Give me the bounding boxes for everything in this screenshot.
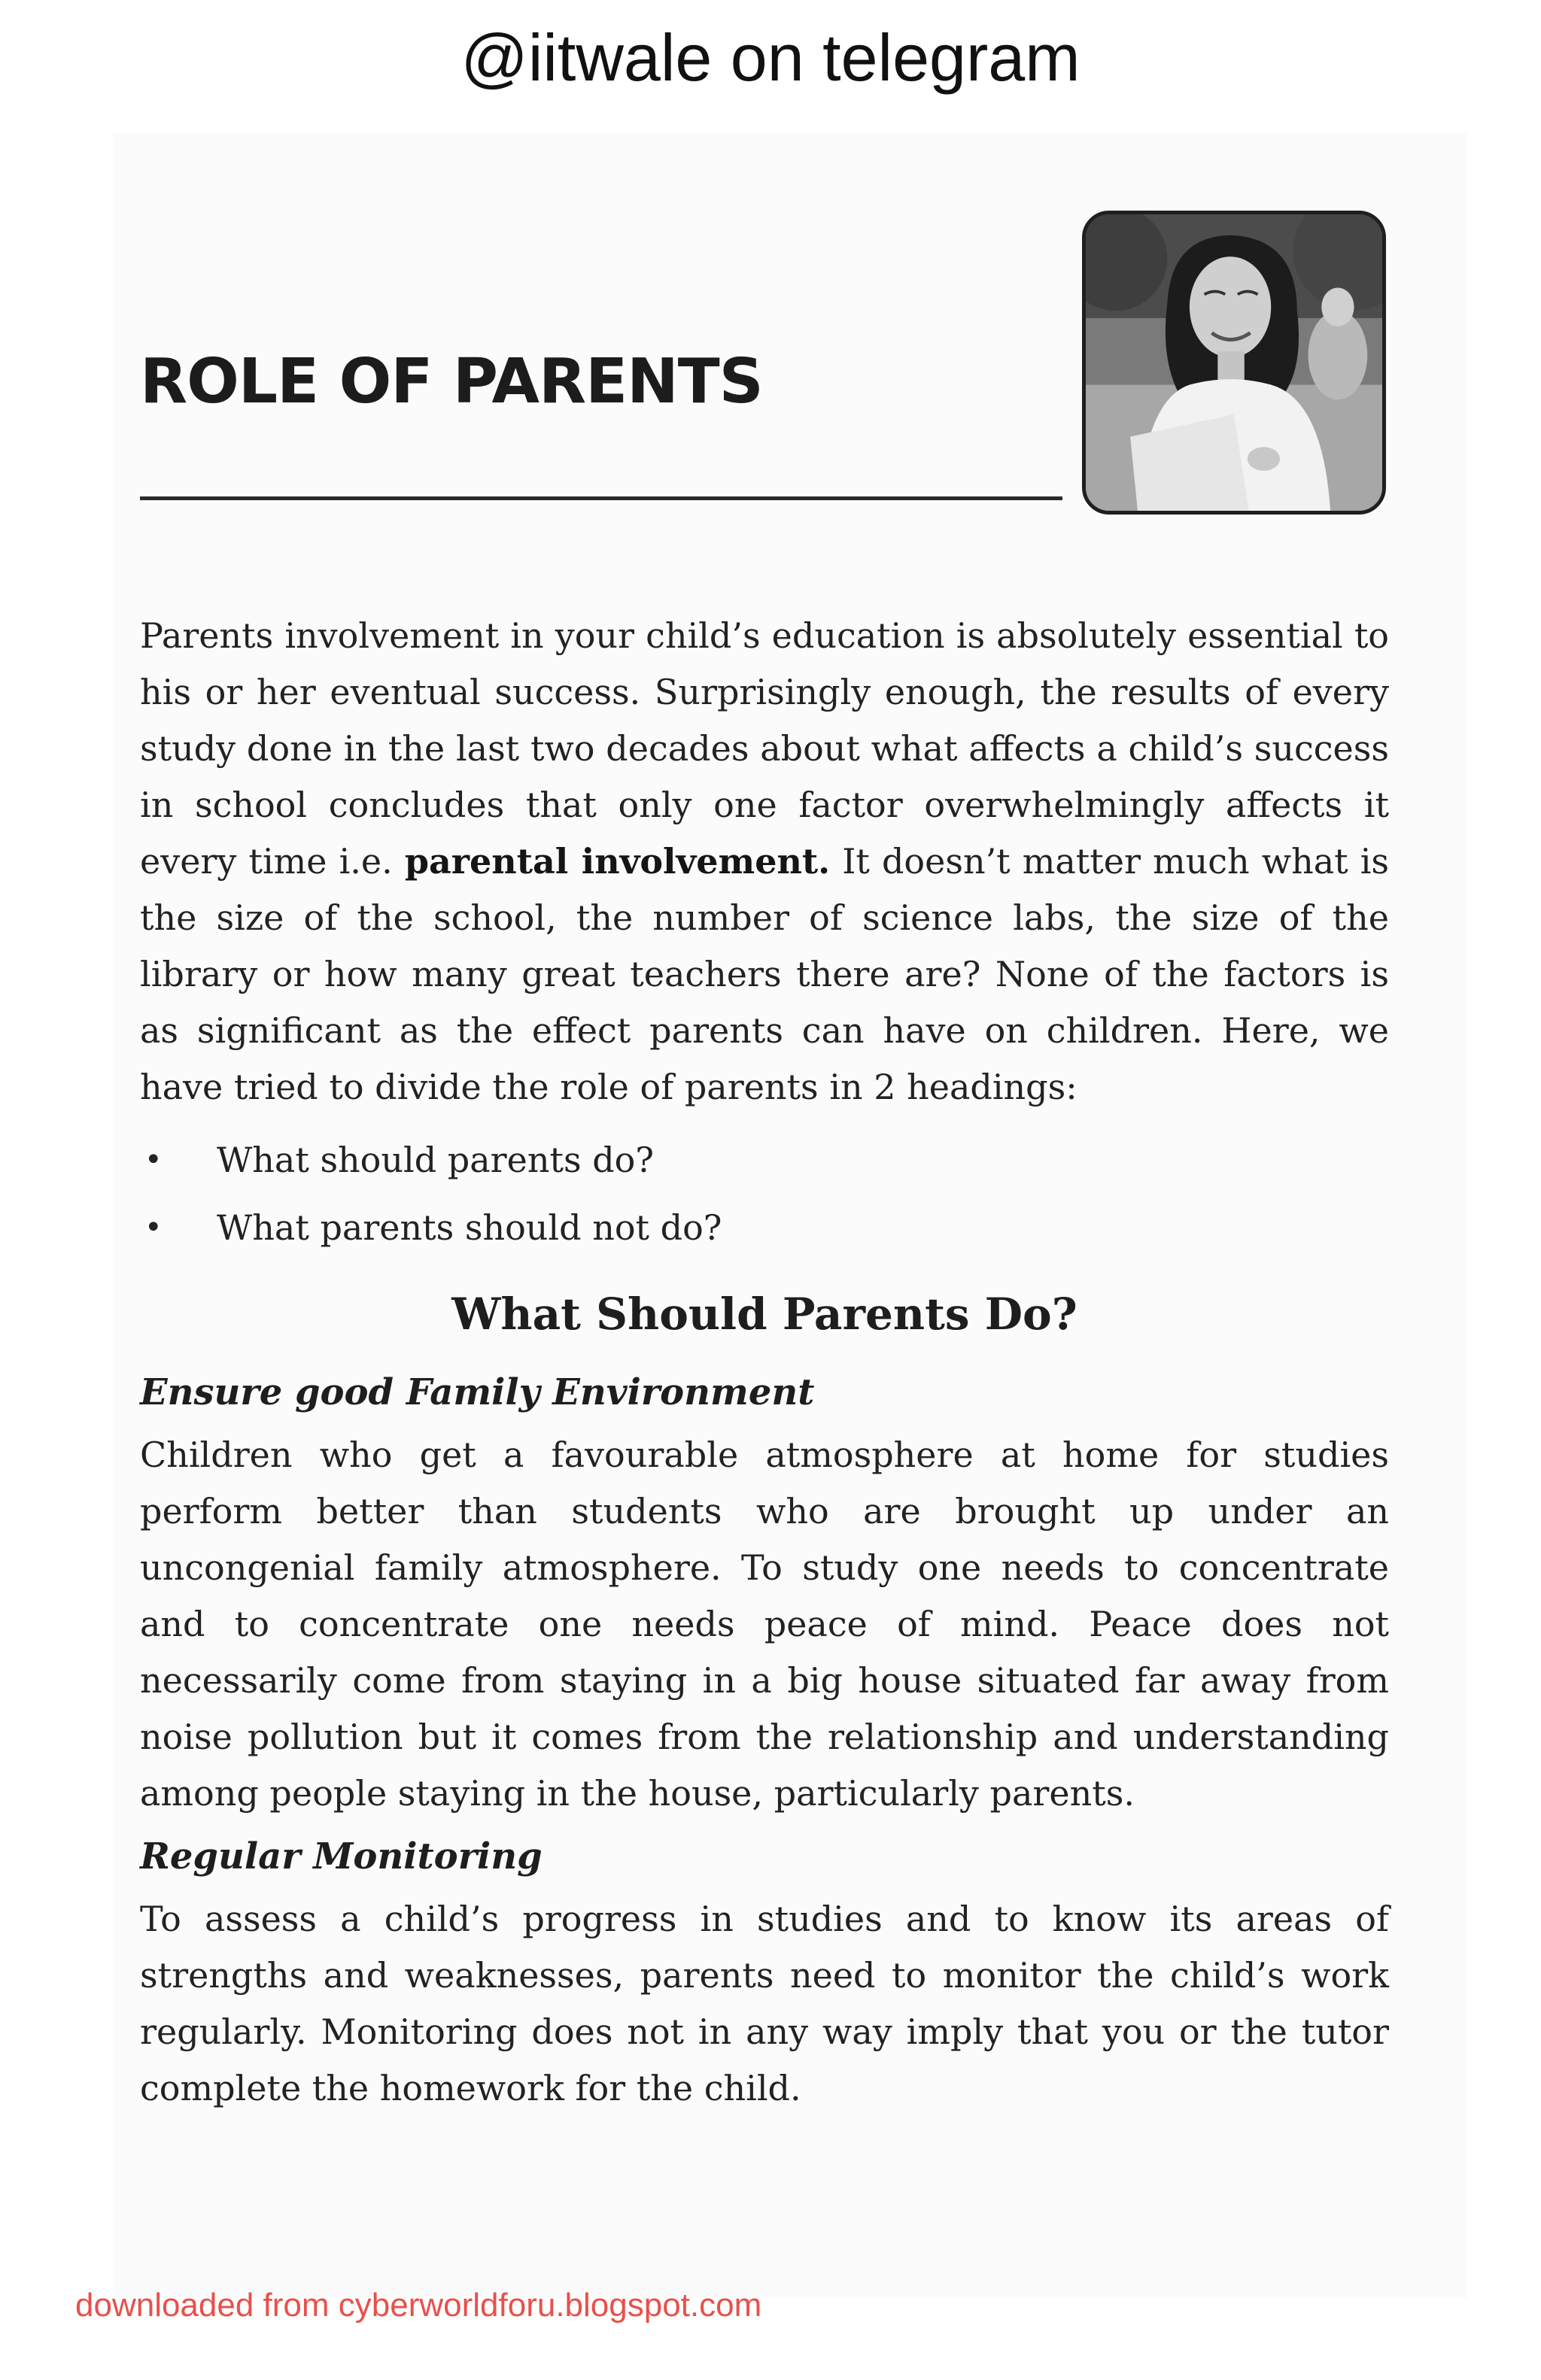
intro-bold-phrase: parental involvement. [404, 841, 831, 882]
subheading-regular-monitoring: Regular Monitoring [140, 1835, 543, 1878]
list-item-text: What should parents do? [217, 1140, 654, 1180]
subheading-family-environment: Ensure good Family Environment [140, 1371, 815, 1413]
bullet-icon: • [144, 1210, 163, 1245]
heading-list [140, 1126, 1389, 1261]
intro-text-end: It doesn’t matter much what is the size of the school, the number of science labs, the size of the library or how many great teachers there are? None of the factors is as significant as the effect parents can have on children. Here, we have tried to divide the role of parents in 2 headings: [140, 841, 1390, 1107]
intro-paragraph [140, 608, 1389, 1116]
telegram-watermark: @iitwale on telegram [460, 20, 1081, 95]
section-heading: What Should Parents Do? [451, 1289, 1077, 1340]
bullet-icon: • [144, 1143, 163, 1177]
student-photo [1082, 211, 1386, 515]
main-content [140, 608, 1389, 2117]
title-underline [140, 496, 1062, 500]
paragraph-regular-monitoring: To assess a child’s progress in studies and to know its areas of strengths and weaknesses, parents need to monitor the child’s work regularly. Monitoring does not in any way imply that you or the tutor complete the homework for the child. [140, 1899, 1389, 2108]
list-item [140, 1126, 1389, 1194]
paragraph-family-environment: Children who get a favourable atmosphere at home for studies perform better than students who are brought up under an uncongenial family atmosphere. To study one needs to concentrate and to concentrate one needs peace of mind. Peace does not necessarily come from staying in a big house situated far away from noise pollution but it comes from the relationship and understanding among people staying in the house, particularly parents. [140, 1434, 1389, 1814]
chapter-title: ROLE OF PARENTS [140, 346, 763, 417]
intro-text-start: Parents involvement in your child’s education is absolutely essential to his or her eventual success. Surprisingly enough, the results of every study done in the last two decades about what affects a child’s success in school concludes that only one factor overwhelmingly affects it every time i.e. [140, 615, 1389, 882]
blog-watermark: downloaded from cyberworldforu.blogspot.com [75, 2287, 762, 2324]
list-item [140, 1194, 1389, 1261]
list-item-text: What parents should not do? [217, 1207, 722, 1248]
